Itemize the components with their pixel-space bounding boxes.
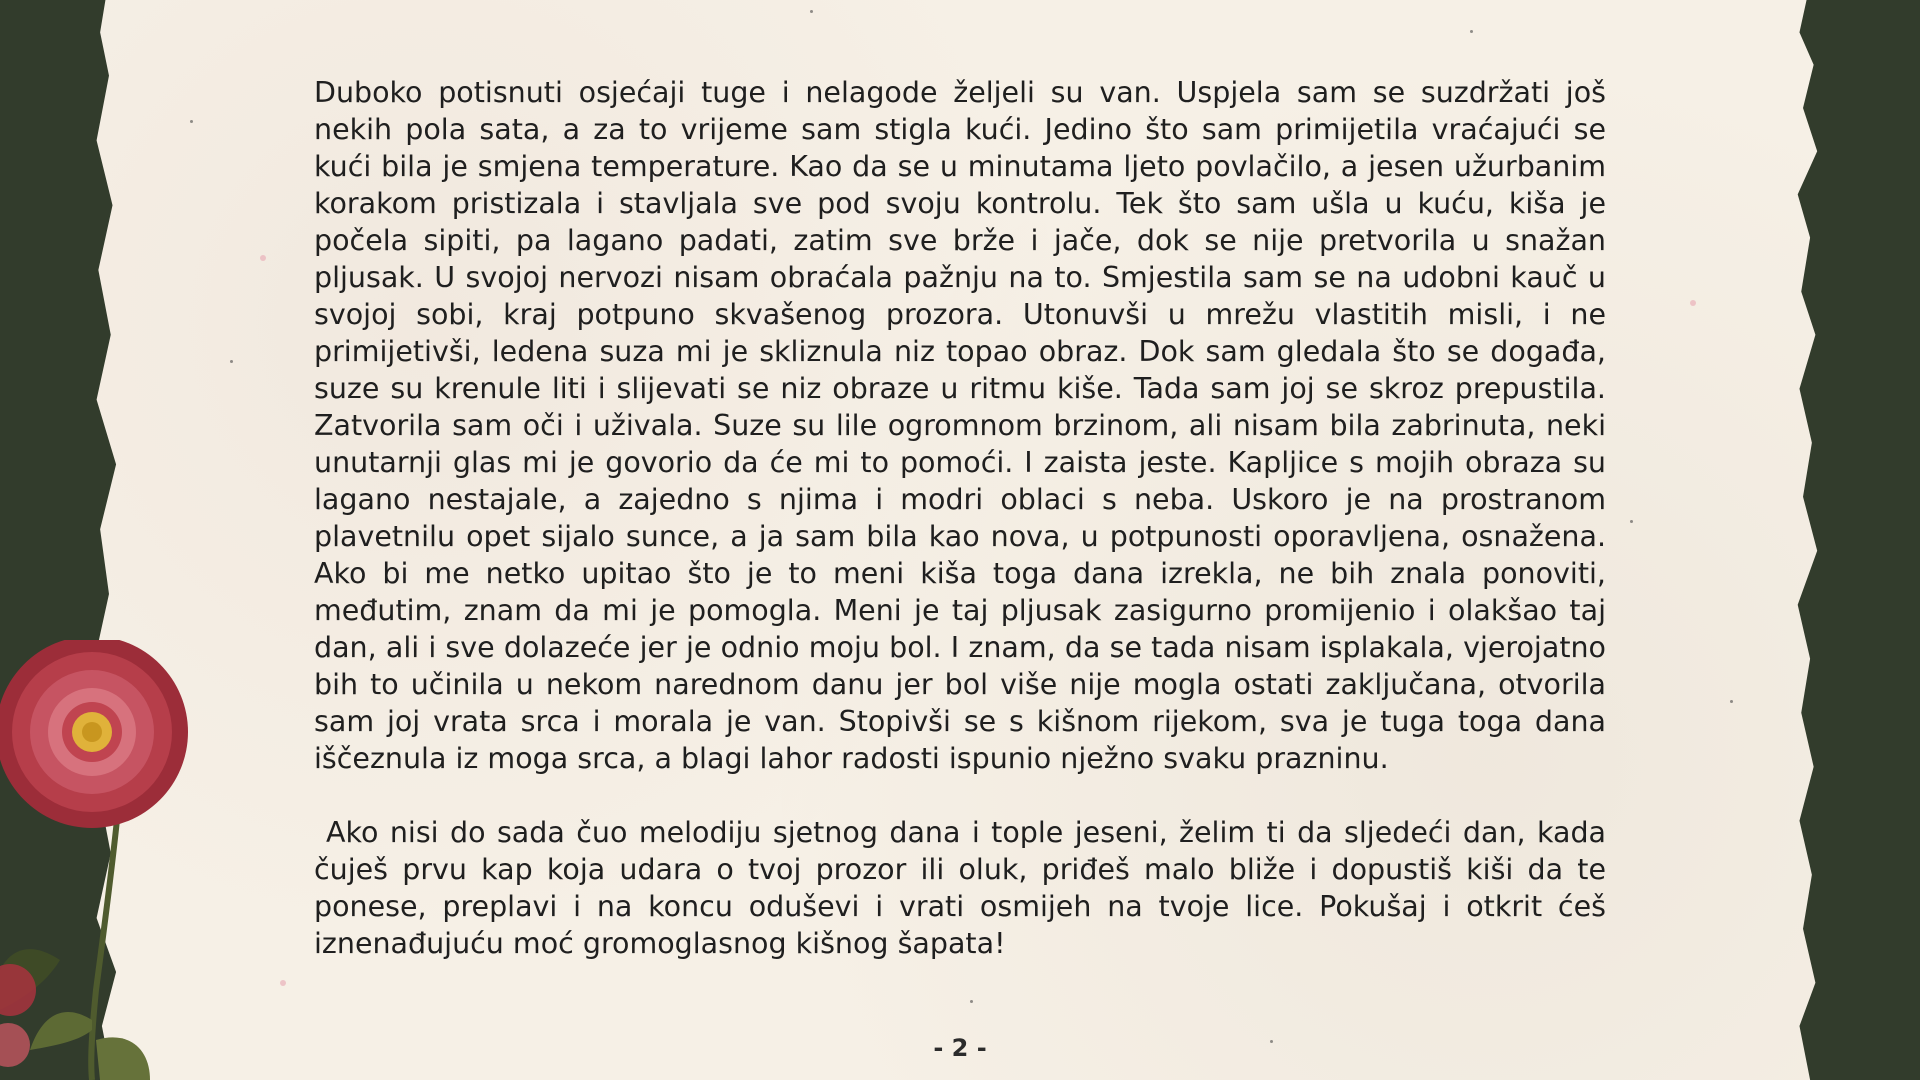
paper-speck bbox=[970, 1000, 973, 1003]
paper-speck bbox=[230, 360, 233, 363]
paper-speck bbox=[280, 980, 286, 986]
paper-speck bbox=[810, 10, 813, 13]
paper-speck bbox=[190, 120, 193, 123]
dahlia-bloom bbox=[0, 640, 188, 828]
paper-speck bbox=[1690, 300, 1696, 306]
document-body bbox=[314, 74, 1606, 962]
red-dahlia-illustration bbox=[0, 640, 200, 1080]
paper-speck bbox=[1470, 30, 1473, 33]
paragraph: Duboko potisnuti osjećaji tuge i nelagode željeli su van. Uspjela sam se suzdržati još nekih pola sata, a za to vrijeme sam stigla kući. Jedino što sam primijetila vraćajući se kući bila je smjena temperature. Kao da se u minutama ljeto povlačilo, a jesen užurbanim korakom pristizala i stavljala sve pod svoju kontrolu. Tek što sam ušla u kuću, kiša je počela sipiti, pa lagano padati, zatim sve brže i jače, dok se nije pretvorila u snažan pljusak. U svojoj nervozi nisam obraćala pažnju na to. Smjestila sam se na udobni kauč u svojoj sobi, kraj potpuno skvašenog prozora. Utonuvši u mrežu vlastitih misli, i ne primijetivši, ledena suza mi je skliznula niz topao obraz. Dok sam gledala što se događa, suze su krenule liti i slijevati se niz obraze u ritmu kiše. Tada sam joj se skroz prepustila. Zatvorila sam oči i uživala. Suze su lile ogromnom brzinom, ali nisam bila zabrinuta, neki unutarnji glas mi je govorio da će mi to pomoći. I zaista jeste. Kapljice s mojih obraza su lagano nestajale, a zajedno s njima i modri oblaci s neba. Uskoro je na prostranom plavetnilu opet sijalo sunce, a ja sam bila kao nova, u potpunosti oporavljena, osnažena. Ako bi me netko upitao što je to meni kiša toga dana izrekla, ne bih znala ponoviti, međutim, znam da mi je pomogla. Meni je taj pljusak zasigurno promijenio i olakšao taj dan, ali i sve dolazeće jer je odnio moju bol. I znam, da se tada nisam isplakala, vjerojatno bih to učinila u nekom narednom danu jer bol više nije mogla ostati zaključana, otvorila sam joj vrata srca i morala je van. Stopivši se s kišnom rijekom, sva je tuga toga dana iščeznula iz moga srca, a blagi lahor radosti ispunio nježno svaku prazninu. bbox=[314, 76, 1606, 775]
paragraph: Ako nisi do sada čuo melodiju sjetnog dana i tople jeseni, želim ti da sljedeći dan, kada čuješ prvu kap koja udara o tvoj prozor ili oluk, priđeš malo bliže i dopustiš kiši da te ponese, preplavi i na koncu oduševi i vrati osmijeh na tvoje lice. Pokušaj i otkrit ćeš iznenađujuću moć gromoglasnog kišnog šapata! bbox=[314, 816, 1606, 960]
page-number: - 2 - bbox=[933, 1034, 987, 1062]
paper-speck bbox=[1730, 700, 1733, 703]
paper-speck bbox=[260, 255, 266, 261]
paper-speck bbox=[1630, 520, 1633, 523]
